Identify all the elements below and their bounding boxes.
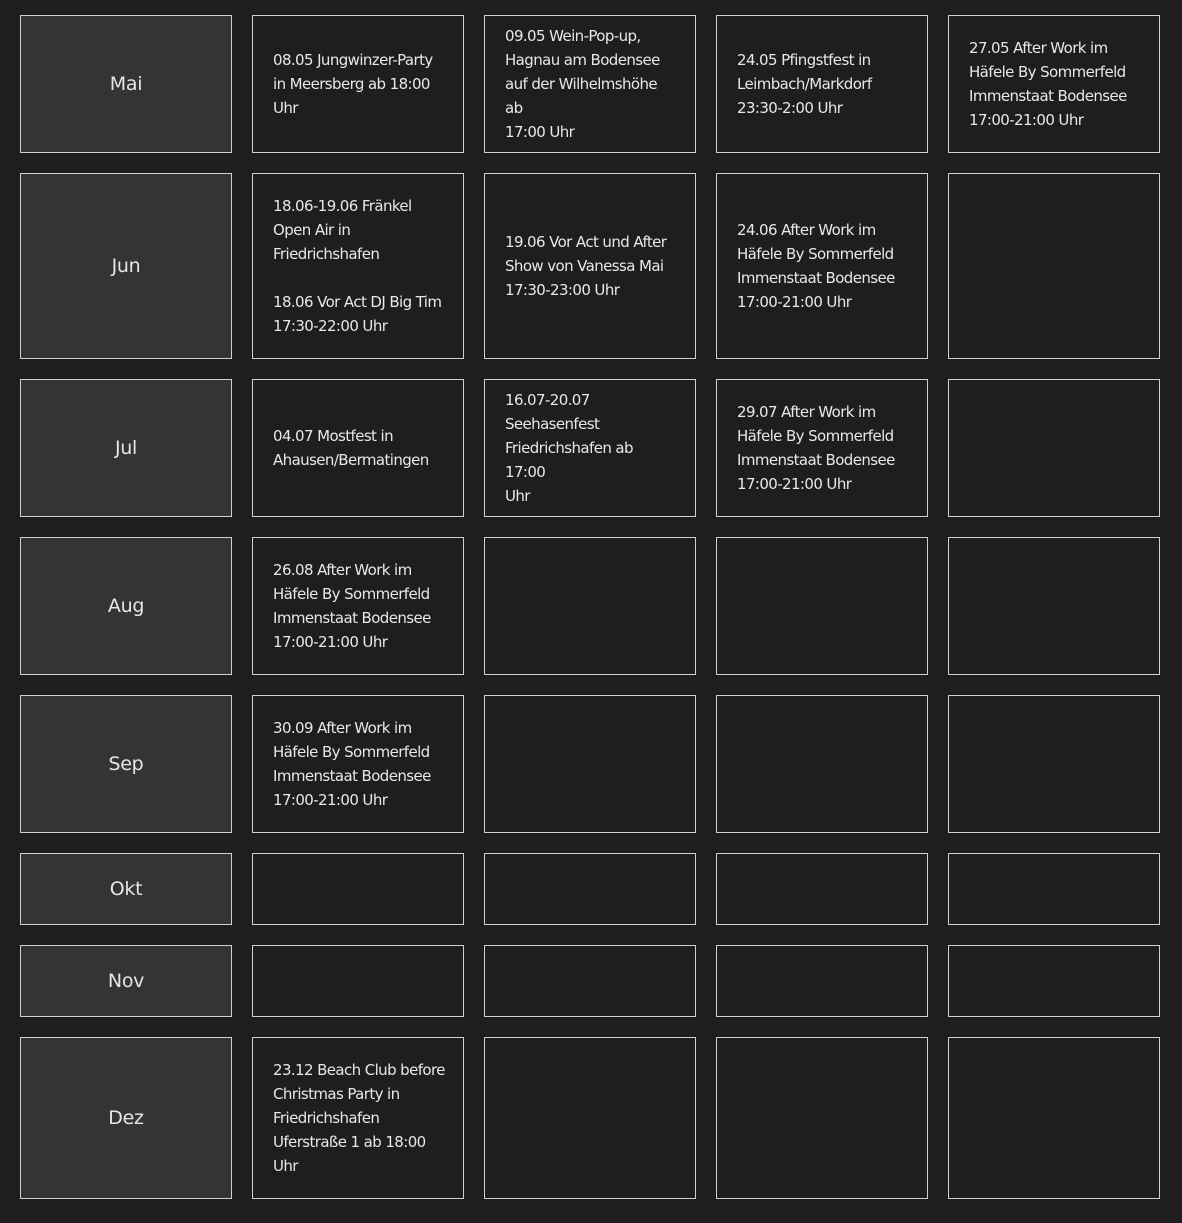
event-cell bbox=[716, 695, 928, 833]
event-text: 09.05 Wein-Pop-up, Hagnau am Bodensee auf der Wilhelmshöhe ab 17:00 Uhr bbox=[505, 27, 660, 141]
calendar-row-nov bbox=[20, 945, 1160, 1017]
event-cell bbox=[252, 379, 464, 517]
event-cell bbox=[252, 173, 464, 359]
event-cell bbox=[948, 945, 1160, 1017]
event-cell bbox=[716, 537, 928, 675]
event-cell bbox=[252, 853, 464, 925]
event-cell bbox=[716, 945, 928, 1017]
event-text: 24.05 Pfingstfest in Leimbach/Markdorf 23:30-2:00 Uhr bbox=[737, 51, 872, 117]
month-cell bbox=[20, 173, 232, 359]
month-label: Okt bbox=[109, 878, 143, 900]
event-cell bbox=[716, 379, 928, 517]
event-text: 23.12 Beach Club before Christmas Party in Friedrichshafen Uferstraße 1 ab 18:00 Uhr bbox=[273, 1061, 445, 1175]
month-label: Nov bbox=[107, 970, 145, 992]
event-cell bbox=[484, 945, 696, 1017]
event-cell bbox=[252, 1037, 464, 1199]
event-cell bbox=[948, 173, 1160, 359]
month-cell bbox=[20, 379, 232, 517]
event-cell bbox=[716, 15, 928, 153]
event-text: 19.06 Vor Act und After Show von Vanessa Mai 17:30-23:00 Uhr bbox=[505, 233, 667, 299]
event-text: 08.05 Jungwinzer-Party in Meersberg ab 18:00 Uhr bbox=[273, 51, 433, 117]
event-cell bbox=[716, 173, 928, 359]
calendar-row-jul bbox=[20, 379, 1160, 517]
calendar-row-aug bbox=[20, 537, 1160, 675]
month-cell bbox=[20, 853, 232, 925]
event-cell bbox=[716, 853, 928, 925]
calendar-row-jun bbox=[20, 173, 1160, 359]
event-text: 26.08 After Work im Häfele By Sommerfeld Immenstaat Bodensee 17:00-21:00 Uhr bbox=[273, 561, 431, 651]
event-cell bbox=[252, 695, 464, 833]
event-cell bbox=[484, 15, 696, 153]
event-cell bbox=[948, 695, 1160, 833]
event-cell bbox=[716, 1037, 928, 1199]
event-cell bbox=[948, 379, 1160, 517]
month-cell bbox=[20, 695, 232, 833]
event-cell bbox=[948, 15, 1160, 153]
month-label: Sep bbox=[108, 753, 144, 775]
event-text: 18.06-19.06 Fränkel Open Air in Friedrichshafen 18.06 Vor Act DJ Big Tim 17:30-22:00 Uhr bbox=[273, 197, 442, 335]
event-cell bbox=[948, 1037, 1160, 1199]
event-cell bbox=[252, 945, 464, 1017]
event-cell bbox=[252, 15, 464, 153]
month-label: Mai bbox=[109, 73, 143, 95]
event-text: 30.09 After Work im Häfele By Sommerfeld Immenstaat Bodensee 17:00-21:00 Uhr bbox=[273, 719, 431, 809]
event-text: 04.07 Mostfest in Ahausen/Bermatingen bbox=[273, 427, 429, 469]
month-cell bbox=[20, 1037, 232, 1199]
calendar-row-mai bbox=[20, 15, 1160, 153]
event-text: 24.06 After Work im Häfele By Sommerfeld Immenstaat Bodensee 17:00-21:00 Uhr bbox=[737, 221, 895, 311]
event-cell bbox=[484, 853, 696, 925]
event-cell bbox=[484, 537, 696, 675]
event-cell bbox=[484, 1037, 696, 1199]
event-text: 16.07-20.07 Seehasenfest Friedrichshafen ab 17:00 Uhr bbox=[505, 391, 633, 505]
calendar-row-sep bbox=[20, 695, 1160, 833]
event-text: 29.07 After Work im Häfele By Sommerfeld Immenstaat Bodensee 17:00-21:00 Uhr bbox=[737, 403, 895, 493]
event-cell bbox=[948, 537, 1160, 675]
event-cell bbox=[484, 173, 696, 359]
month-cell bbox=[20, 537, 232, 675]
event-cell bbox=[484, 695, 696, 833]
calendar-row-okt bbox=[20, 853, 1160, 925]
month-cell bbox=[20, 945, 232, 1017]
month-label: Jun bbox=[111, 255, 141, 277]
event-cell bbox=[252, 537, 464, 675]
month-cell bbox=[20, 15, 232, 153]
month-label: Dez bbox=[108, 1107, 144, 1129]
month-label: Aug bbox=[107, 595, 145, 617]
event-cell bbox=[948, 853, 1160, 925]
event-text: 27.05 After Work im Häfele By Sommerfeld Immenstaat Bodensee 17:00-21:00 Uhr bbox=[969, 39, 1127, 129]
calendar-row-dez bbox=[20, 1037, 1160, 1199]
event-cell bbox=[484, 379, 696, 517]
month-label: Jul bbox=[114, 437, 138, 459]
